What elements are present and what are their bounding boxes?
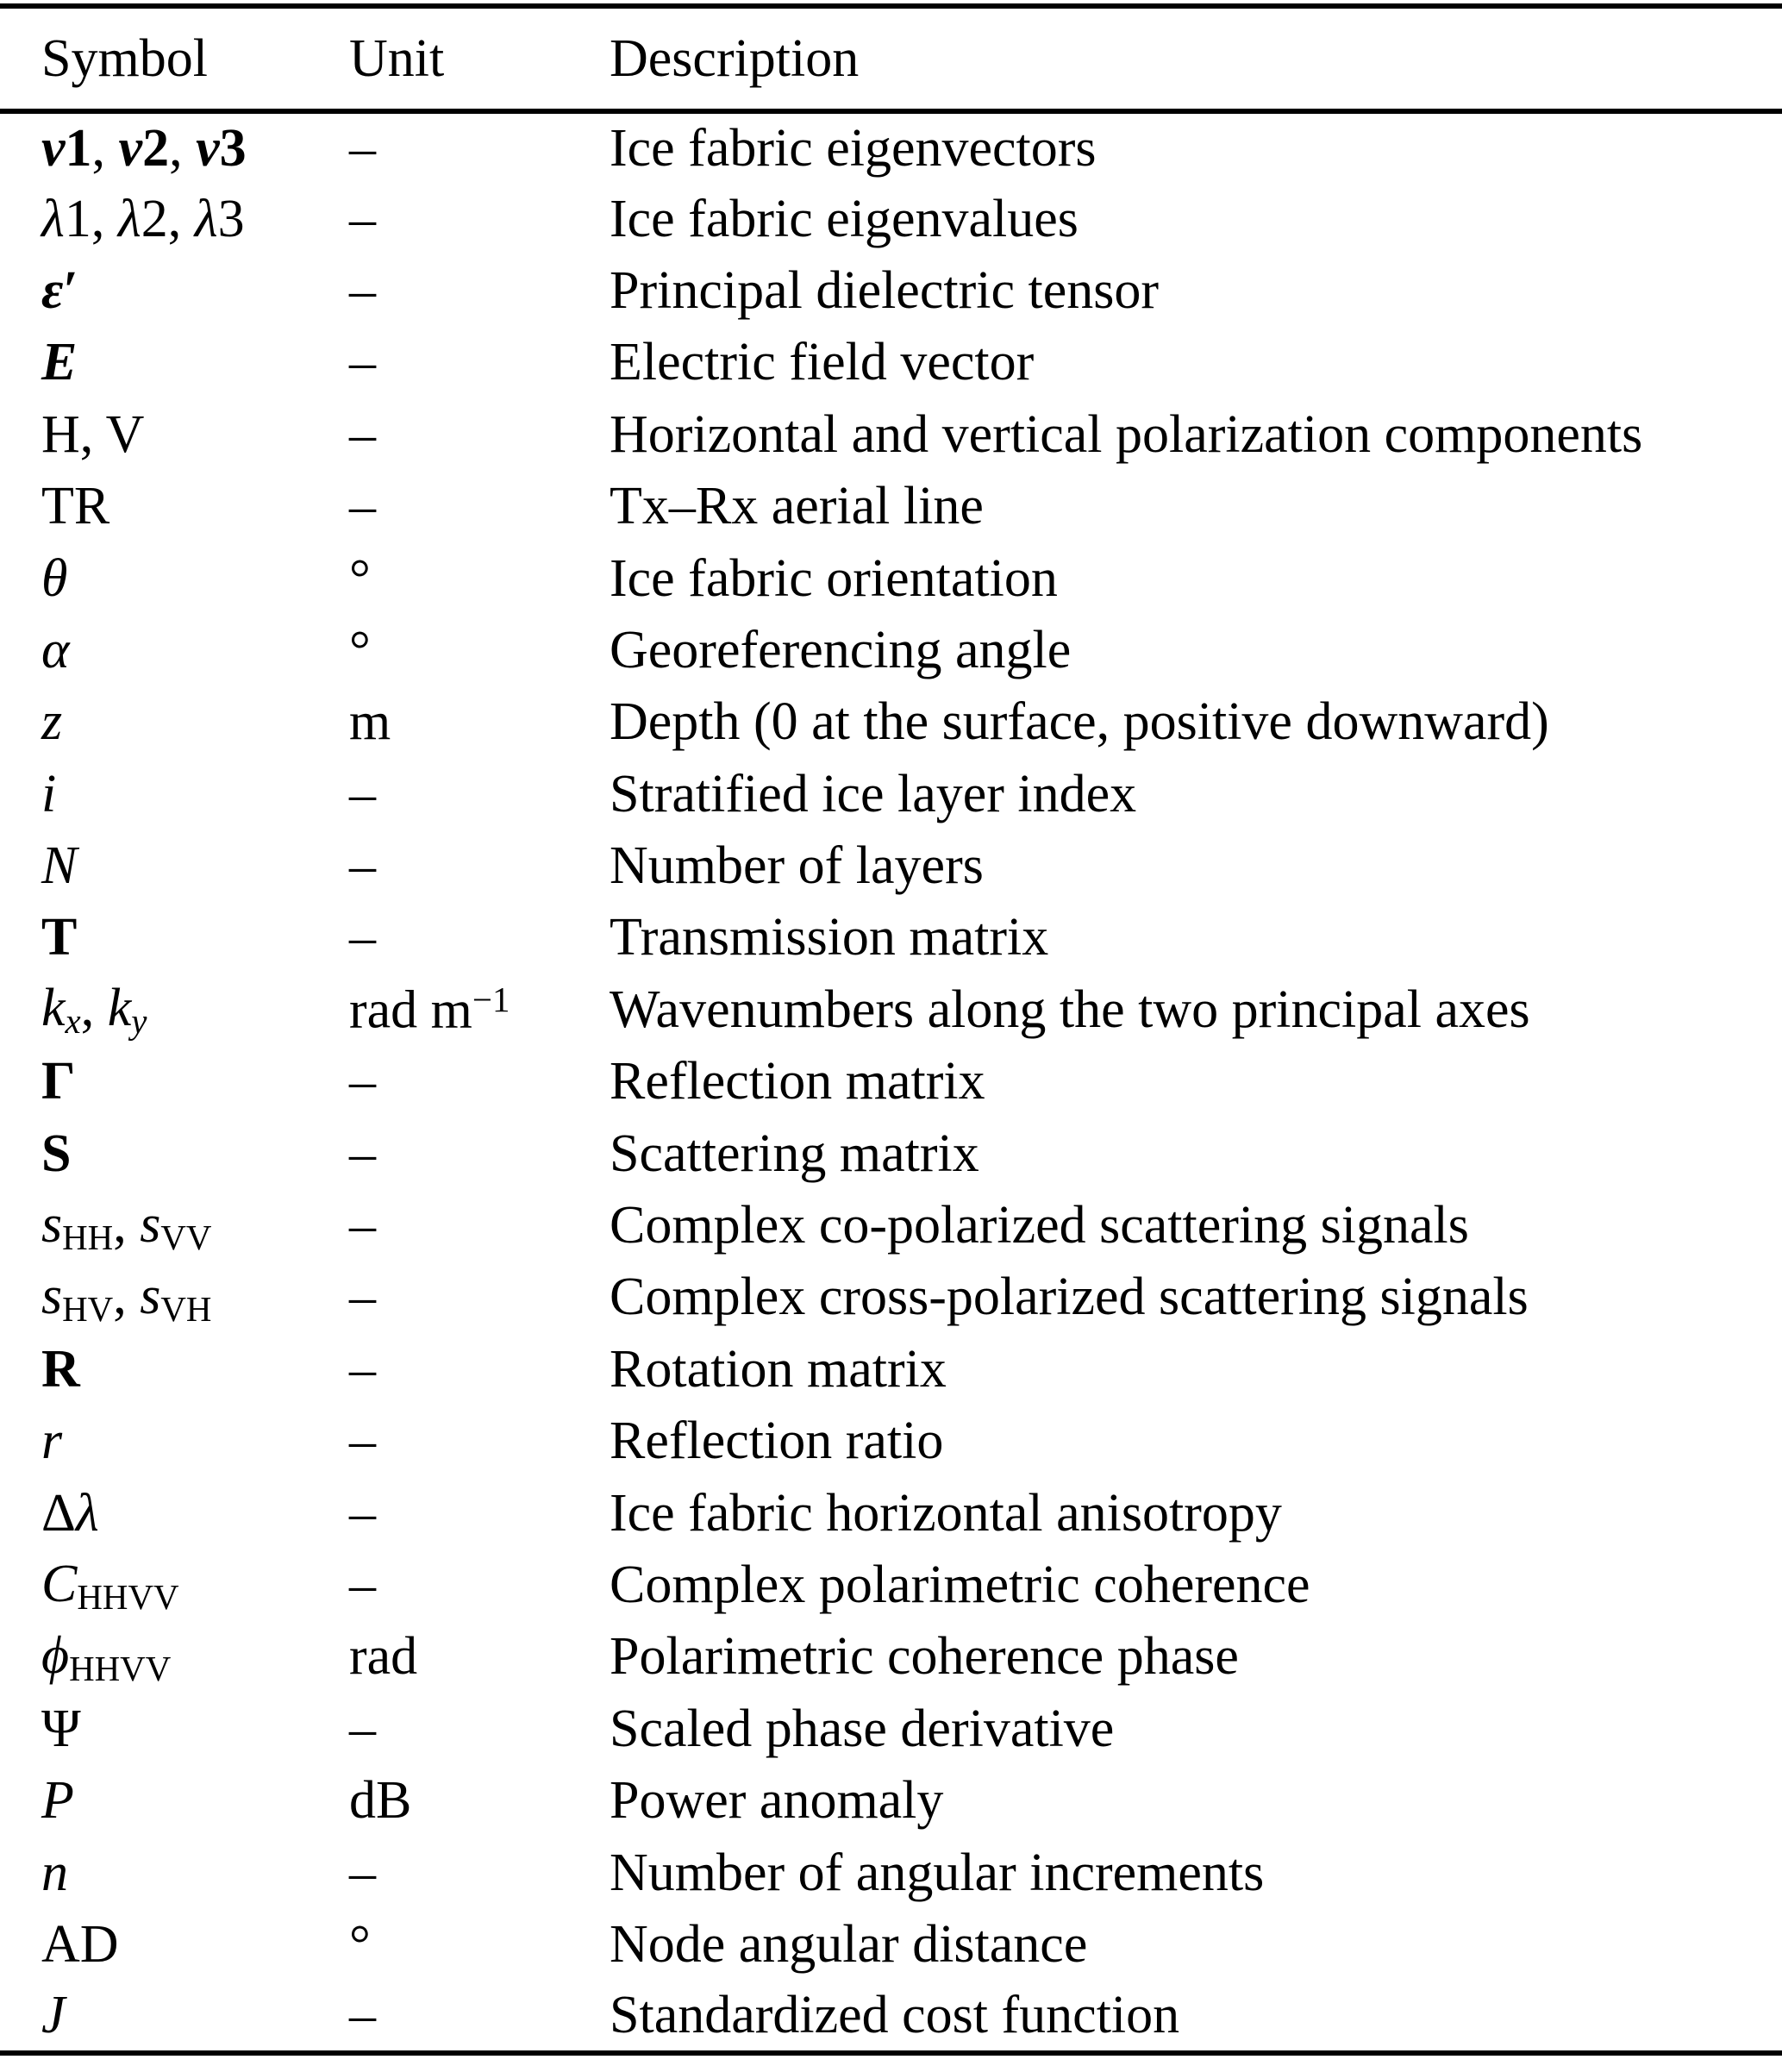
symbol-text: i: [41, 764, 57, 823]
symbol-text: r: [41, 1412, 63, 1471]
symbol-cell: [0, 1117, 349, 1189]
description-cell: Ice fabric horizontal anisotropy: [610, 1483, 1282, 1543]
symbol-text: ϕ: [41, 1625, 70, 1685]
table-row: [0, 1261, 1782, 1333]
unit-cell: [349, 471, 610, 542]
table-row: [0, 327, 1782, 398]
unit-text: –: [349, 260, 376, 320]
symbol-cell: [0, 1261, 349, 1333]
unit-cell: [349, 686, 610, 758]
unit-cell: [349, 1117, 610, 1189]
symbol-text: H, V: [41, 404, 145, 464]
symbol-text: x: [65, 1002, 81, 1042]
symbol-text: J: [41, 1985, 66, 2044]
unit-text: –: [349, 1052, 376, 1111]
symbol-cell: [0, 1405, 349, 1477]
unit-cell: [349, 1909, 610, 1981]
description-cell: Ice fabric eigenvectors: [610, 118, 1097, 178]
description-cell: Number of angular increments: [610, 1843, 1265, 1902]
unit-cell: [349, 542, 610, 614]
unit-cell: [349, 1693, 610, 1765]
unit-text: –: [349, 1843, 376, 1902]
unit-text: –: [349, 189, 376, 248]
unit-cell: [349, 1549, 610, 1621]
description-cell: Polarimetric coherence phase: [610, 1627, 1239, 1687]
unit-text: °: [349, 1914, 371, 1974]
description-cell: Complex cross-polarized scattering signals: [610, 1268, 1529, 1327]
table-row: [0, 1190, 1782, 1261]
symbol-text: HH: [62, 1218, 114, 1257]
table-row: [0, 686, 1782, 758]
unit-cell: [349, 830, 610, 902]
symbol-cell: [0, 1046, 349, 1117]
unit-cell: [349, 183, 610, 254]
unit-cell: [349, 399, 610, 471]
symbol-text: AD: [41, 1914, 119, 1974]
unit-text: –: [349, 1985, 376, 2044]
unit-cell: [349, 255, 610, 327]
symbol-text: ,: [169, 118, 197, 178]
unit-text: –: [349, 118, 376, 178]
symbol-text: HV: [62, 1289, 114, 1329]
unit-cell: [349, 1837, 610, 1908]
table-row: [0, 759, 1782, 830]
table-row: [0, 1549, 1782, 1621]
table-row: [0, 1117, 1782, 1189]
description-cell: Horizontal and vertical polarization components: [610, 404, 1643, 464]
symbol-text: λ: [117, 189, 141, 248]
unit-cell: [349, 1981, 610, 2052]
description-cell: Ice fabric eigenvalues: [610, 189, 1079, 248]
header-row: [0, 6, 1782, 111]
symbol-cell: [0, 1477, 349, 1549]
unit-text: dB: [349, 1771, 412, 1831]
symbol-text: 3: [219, 118, 247, 178]
symbol-text: s: [140, 1266, 161, 1325]
unit-text: –: [349, 1196, 376, 1255]
description-cell: Reflection ratio: [610, 1412, 944, 1471]
symbol-text: R: [41, 1339, 80, 1399]
symbol-text: s: [140, 1194, 161, 1254]
table-row: [0, 1909, 1782, 1981]
table-row: [0, 1621, 1782, 1693]
symbol-text: Ψ: [41, 1699, 81, 1758]
symbol-cell: [0, 759, 349, 830]
symbol-cell: [0, 255, 349, 327]
table-row: [0, 1046, 1782, 1117]
symbol-cell: [0, 399, 349, 471]
table-row: [0, 1334, 1782, 1405]
symbol-cell: [0, 1621, 349, 1693]
symbol-cell: [0, 974, 349, 1046]
description-cell: Complex polarimetric coherence: [610, 1556, 1310, 1614]
unit-text: –: [349, 477, 376, 536]
symbol-cell: [0, 1909, 349, 1981]
symbol-text: ,: [80, 979, 108, 1038]
table-row: [0, 111, 1782, 183]
description-cell: Scattering matrix: [610, 1124, 979, 1183]
description-cell: Ice fabric orientation: [610, 548, 1058, 608]
description-cell: Wavenumbers along the two principal axes: [610, 980, 1530, 1039]
description-cell: Power anomaly: [610, 1771, 944, 1831]
symbol-text: HHVV: [77, 1577, 179, 1617]
symbol-text: θ: [41, 548, 68, 608]
symbol-text: P: [41, 1771, 74, 1831]
symbol-text: 2,: [141, 189, 195, 248]
symbol-text: ,: [113, 1194, 141, 1254]
unit-text: –: [349, 764, 376, 823]
description-cell: Stratified ice layer index: [610, 764, 1137, 823]
unit-text: rad: [349, 1627, 418, 1687]
table-body: [0, 111, 1782, 2053]
symbol-text: T: [41, 908, 78, 967]
unit-cell: [349, 1190, 610, 1261]
unit-text: –: [349, 333, 376, 392]
symbol-text: v: [196, 118, 220, 178]
unit-cell: [349, 974, 610, 1046]
table-row: [0, 1837, 1782, 1908]
symbol-text: ,: [91, 118, 119, 178]
symbol-text: λ: [194, 189, 218, 248]
symbol-text: y: [131, 1002, 147, 1042]
description-cell: Standardized cost function: [610, 1985, 1180, 2044]
symbol-text: E: [41, 333, 78, 392]
symbol-text: k: [41, 979, 66, 1038]
description-cell: Depth (0 at the surface, positive downward): [610, 692, 1549, 752]
table-row: [0, 1405, 1782, 1477]
unit-text: –: [349, 908, 376, 967]
unit-text: rad m: [349, 980, 472, 1040]
table-row: [0, 974, 1782, 1046]
table-header: [0, 6, 1782, 111]
symbol-text: 1,: [64, 189, 118, 248]
unit-cell: [349, 615, 610, 686]
symbol-text: S: [41, 1124, 72, 1183]
symbol-text: ′: [63, 260, 78, 320]
symbol-text: TR: [41, 477, 110, 536]
unit-text: –: [349, 1268, 376, 1327]
symbol-text: λ: [41, 189, 65, 248]
symbol-cell: [0, 471, 349, 542]
unit-text: °: [349, 620, 371, 679]
table-row: [0, 902, 1782, 973]
symbol-cell: [0, 686, 349, 758]
table-row: [0, 542, 1782, 614]
symbol-text: z: [41, 692, 63, 752]
table-row: [0, 399, 1782, 471]
symbol-text: C: [41, 1554, 78, 1613]
symbol-text: VH: [160, 1289, 212, 1329]
unit-cell: [349, 1046, 610, 1117]
symbol-text: Γ: [41, 1052, 76, 1111]
unit-text: –: [349, 836, 376, 896]
unit-text: –: [349, 1124, 376, 1183]
unit-text: –: [349, 1339, 376, 1399]
symbol-cell: [0, 111, 349, 183]
header-unit: Unit: [349, 6, 610, 111]
description-cell: Electric field vector: [610, 333, 1035, 392]
symbol-text: N: [41, 836, 78, 896]
table-row: [0, 1765, 1782, 1837]
unit-text: –: [349, 1412, 376, 1471]
symbol-text: HHVV: [69, 1649, 172, 1688]
table-row: [0, 1477, 1782, 1549]
unit-cell: [349, 902, 610, 973]
symbol-cell: [0, 1765, 349, 1837]
symbol-cell: [0, 902, 349, 973]
unit-text: –: [349, 1556, 376, 1614]
symbol-text: 3: [217, 189, 245, 248]
unit-text: –: [349, 1699, 376, 1758]
symbol-text: ,: [113, 1266, 141, 1325]
unit-cell: [349, 111, 610, 183]
symbol-cell: [0, 1981, 349, 2052]
symbol-cell: [0, 183, 349, 254]
symbol-cell: [0, 615, 349, 686]
description-cell: Node angular distance: [610, 1914, 1088, 1974]
description-cell: Rotation matrix: [610, 1339, 947, 1399]
symbol-text: s: [41, 1194, 63, 1254]
symbol-text: VV: [160, 1218, 212, 1257]
unit-text: °: [349, 548, 371, 608]
unit-cell: [349, 327, 610, 398]
symbol-text: 2: [142, 118, 170, 178]
unit-cell: [349, 759, 610, 830]
symbol-cell: [0, 1837, 349, 1908]
symbol-text: v: [118, 118, 143, 178]
table-row: [0, 830, 1782, 902]
symbol-text: v: [41, 118, 66, 178]
unit-cell: [349, 1334, 610, 1405]
unit-cell: [349, 1261, 610, 1333]
unit-cell: [349, 1621, 610, 1693]
table-row: [0, 183, 1782, 254]
symbol-text: 1: [65, 118, 92, 178]
symbol-text: λ: [75, 1483, 99, 1543]
table-row: [0, 255, 1782, 327]
unit-cell: [349, 1765, 610, 1837]
symbol-cell: [0, 1549, 349, 1621]
description-cell: Reflection matrix: [610, 1052, 985, 1111]
description-cell: Number of layers: [610, 836, 984, 896]
table-row: [0, 1693, 1782, 1765]
symbol-text: k: [107, 979, 132, 1038]
symbol-cell: [0, 1334, 349, 1405]
symbol-cell: [0, 830, 349, 902]
description-cell: Complex co-polarized scattering signals: [610, 1196, 1469, 1255]
unit-text: –: [349, 1483, 376, 1543]
table-row: [0, 615, 1782, 686]
table-row: [0, 1981, 1782, 2052]
symbol-table: [0, 3, 1782, 2056]
symbol-cell: [0, 1693, 349, 1765]
symbol-cell: [0, 1190, 349, 1261]
unit-cell: [349, 1405, 610, 1477]
symbol-cell: [0, 542, 349, 614]
unit-text: −1: [472, 980, 510, 1019]
symbol-text: s: [41, 1266, 63, 1325]
description-cell: Principal dielectric tensor: [610, 260, 1159, 320]
symbol-text: n: [41, 1843, 68, 1902]
unit-text: –: [349, 404, 376, 464]
unit-cell: [349, 1477, 610, 1549]
symbol-cell: [0, 327, 349, 398]
description-cell: Scaled phase derivative: [610, 1699, 1115, 1758]
header-symbol: Symbol: [0, 6, 349, 111]
description-cell: Tx–Rx aerial line: [610, 477, 984, 536]
symbol-text: Δ: [41, 1483, 76, 1543]
header-description: Description: [610, 6, 1782, 111]
symbol-text: ε: [41, 260, 64, 320]
description-cell: Transmission matrix: [610, 908, 1049, 967]
table-row: [0, 471, 1782, 542]
unit-text: m: [349, 692, 391, 752]
symbol-text: α: [41, 620, 70, 679]
description-cell: Georeferencing angle: [610, 620, 1072, 679]
